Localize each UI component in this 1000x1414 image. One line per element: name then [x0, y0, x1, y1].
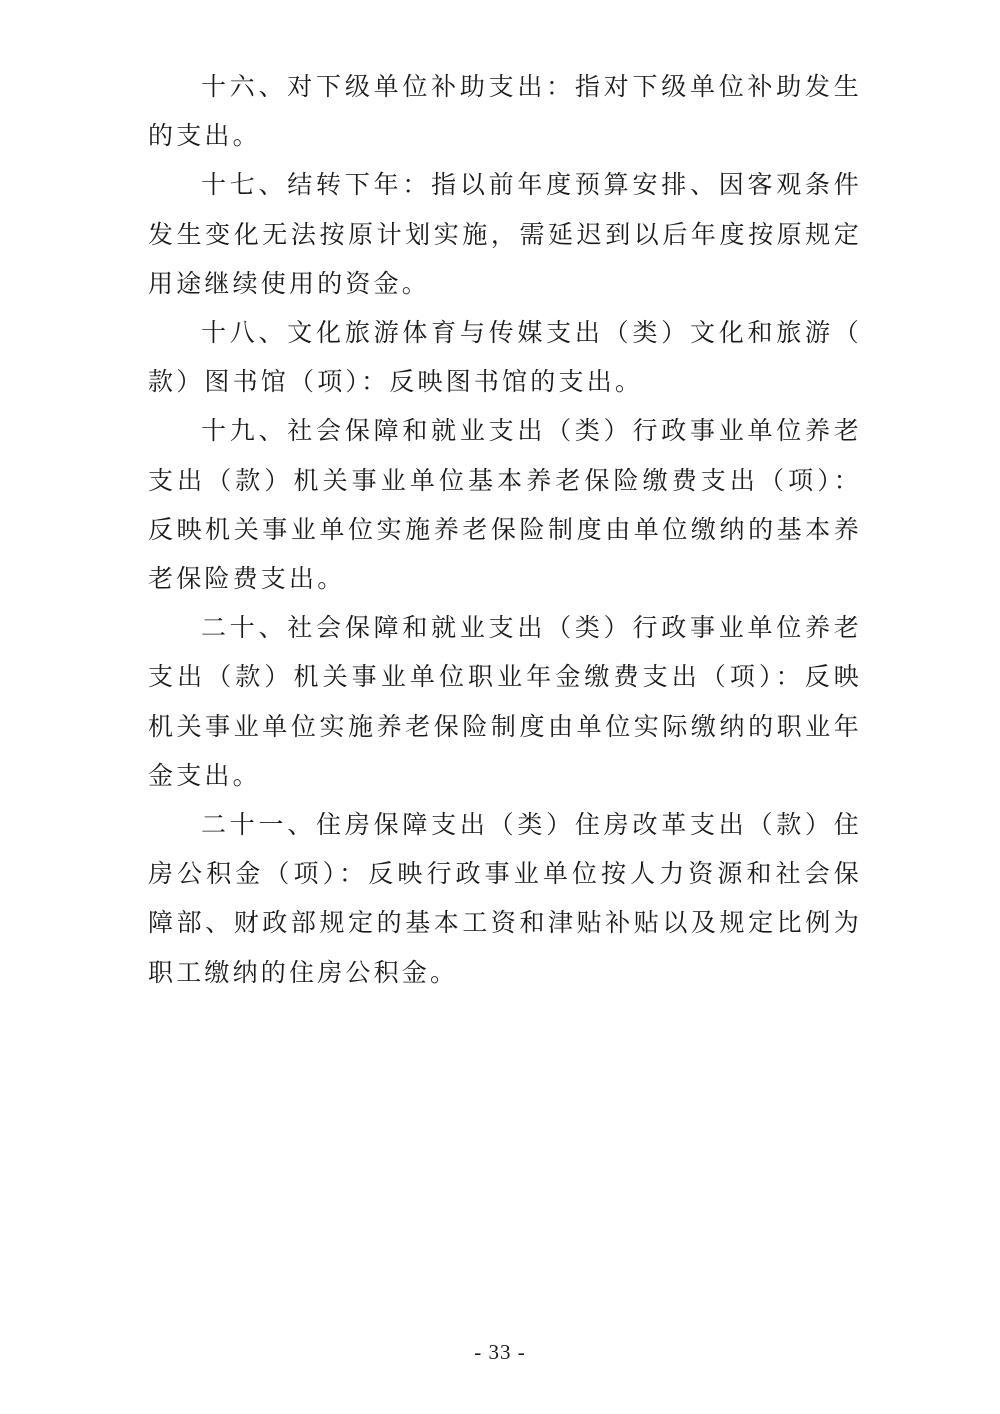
paragraph-item-16: 十六、对下级单位补助支出：指对下级单位补助发生的支出。: [148, 72, 862, 151]
document-body: [148, 62, 862, 997]
page-number: - 33 -: [474, 1340, 526, 1364]
paragraph-item-19: 十九、社会保障和就业支出（类）行政事业单位养老支出（款）机关事业单位基本养老保险缴费支出（项）：反映机关事业单位实施养老保险制度由单位缴纳的基本养老保险费支出。: [148, 416, 862, 594]
paragraph-item-18: 十八、文化旅游体育与传媒支出（类）文化和旅游（款）图书馆（项）：反映图书馆的支出。: [148, 318, 862, 397]
paragraph-item-17: 十七、结转下年：指以前年度预算安排、因客观条件发生变化无法按原计划实施，需延迟到以后年度按原规定用途继续使用的资金。: [148, 170, 862, 298]
paragraph-item-21: 二十一、住房保障支出（类）住房改革支出（款）住房公积金（项）：反映行政事业单位按人力资源和社会保障部、财政部规定的基本工资和津贴补贴以及规定比例为职工缴纳的住房公积金。: [148, 810, 862, 987]
paragraph-item-20: 二十、社会保障和就业支出（类）行政事业单位养老支出（款）机关事业单位职业年金缴费支出（项）：反映机关事业单位实施养老保险制度由单位实际缴纳的职业年金支出。: [148, 613, 862, 790]
